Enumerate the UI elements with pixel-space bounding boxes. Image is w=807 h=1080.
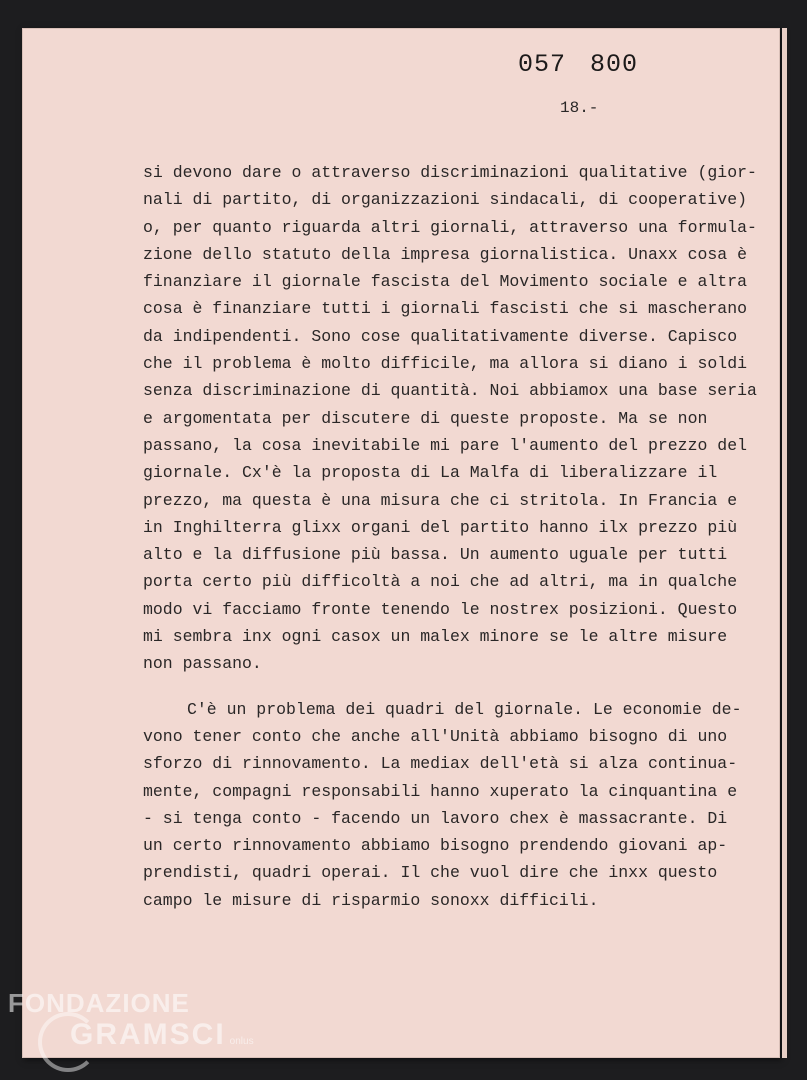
text-line: cosa è finanziare tutti i giornali fascisti che si mascherano (143, 299, 747, 319)
text-line: mi sembra inx ogni casox un malex minore se le altre misure (143, 627, 728, 647)
text-line: giornale. Cx'è la proposta di La Malfa di liberalizzare il (143, 463, 718, 483)
text-line: modo vi facciamo fronte tenendo le nostrex posizioni. Questo (143, 599, 738, 619)
text-line: campo le misure di risparmio sonoxx difficili. (143, 890, 599, 910)
text-line: porta certo più difficoltà a noi che ad altri, ma in qualche (143, 572, 738, 592)
text-line: nali di partito, di organizzazioni sindacali, di cooperative) (143, 190, 747, 210)
text-line: - si tenga conto - facendo un lavoro chex è massacrante. Di (143, 808, 728, 828)
text-line: da indipendenti. Sono cose qualitativamente diverse. Capisco (143, 326, 738, 346)
text-line: prendisti, quadri operai. Il che vuol dire che inxx questo (143, 863, 718, 883)
page-number: 18.- (560, 99, 599, 117)
watermark-line-1: FONDAZIONE (8, 988, 190, 1018)
fondazione-gramsci-watermark (8, 990, 254, 1050)
text-line: prezzo, ma questa è una misura che ci stritola. In Francia e (143, 490, 738, 510)
paragraph-1 (143, 159, 763, 678)
watermark-circle-logo (38, 1012, 98, 1072)
text-line: in Inghilterra glixx organi del partito hanno ilx prezzo più (143, 517, 738, 537)
text-line: o, per quanto riguarda altri giornali, attraverso una formula- (143, 217, 757, 237)
archive-number-b: 800 (590, 50, 639, 79)
text-line: non passano. (143, 654, 262, 674)
text-line: zione dello statuto della impresa giornalistica. Unaxx cosa è (143, 244, 747, 264)
page-edge (782, 28, 787, 1058)
text-line: senza discriminazione di quantità. Noi abbiamox una base seria (143, 381, 757, 401)
text-line: un certo rinnovamento abbiamo bisogno prendendo giovani ap- (143, 836, 728, 856)
text-line: alto e la diffusione più bassa. Un aumento uguale per tutti (143, 545, 728, 565)
text-line: passano, la cosa inevitabile mi pare l'aumento del prezzo del (143, 435, 747, 455)
watermark-onlus: onlus (229, 1036, 254, 1047)
typewritten-body (143, 159, 763, 914)
archive-stamp-number (518, 50, 662, 79)
text-line: mente, compagni responsabili hanno xuperato la cinquantina e (143, 781, 738, 801)
text-line: sforzo di rinnovamento. La mediax dell'età si alza continua- (143, 754, 738, 774)
text-line: che il problema è molto difficile, ma allora si diano i soldi (143, 354, 747, 374)
text-line: e argomentata per discutere di queste proposte. Ma se non (143, 408, 708, 428)
text-line: C'è un problema dei quadri del giornale. Le economie de- (187, 699, 742, 719)
paragraph-2 (143, 696, 763, 914)
text-line: vono tener conto che anche all'Unità abbiamo bisogno di uno (143, 726, 728, 746)
archive-number-a: 057 (518, 50, 567, 79)
text-line: finanzìare il giornale fascista del Movimento sociale e altra (143, 272, 747, 292)
text-line: si devono dare o attraverso discriminazioni qualitative (gior- (143, 163, 757, 182)
watermark-gramsci: GRAMSCI (70, 1018, 226, 1051)
